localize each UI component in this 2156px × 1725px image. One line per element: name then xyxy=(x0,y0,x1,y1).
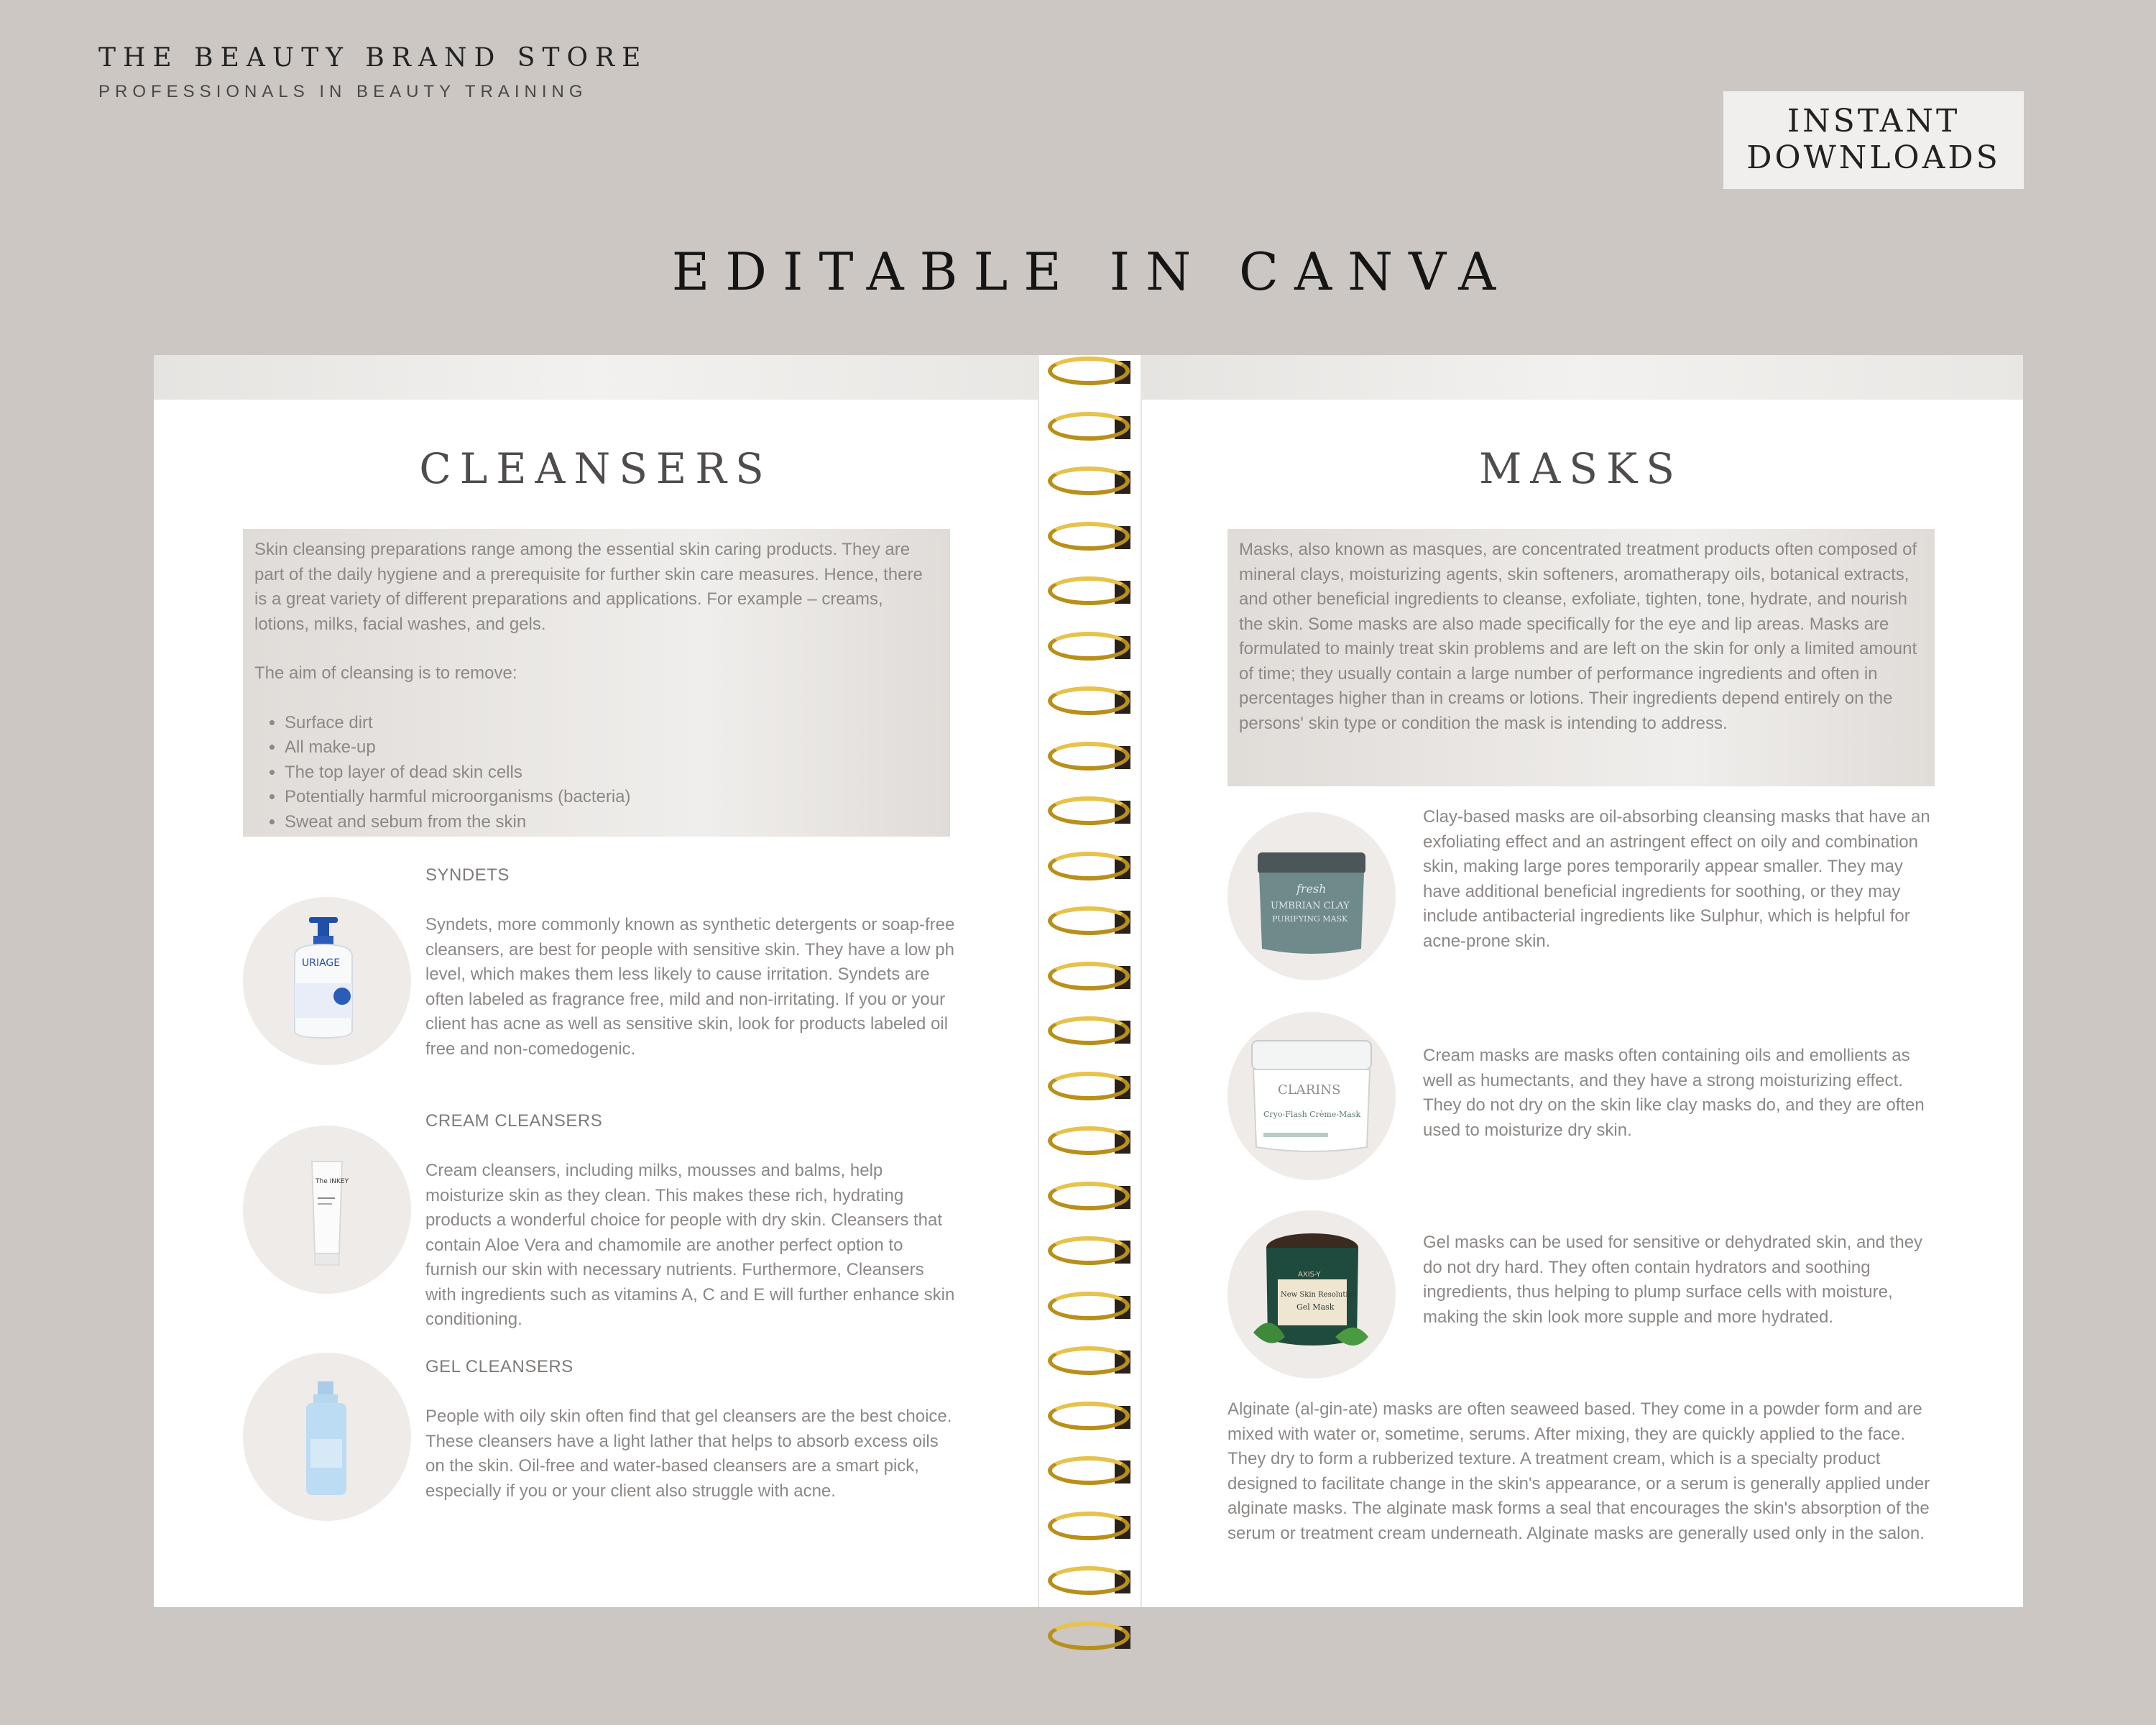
cleansers-intro-box xyxy=(243,529,950,837)
product-name-label: UMBRIAN CLAY xyxy=(1271,901,1350,911)
cream-jar-icon xyxy=(1227,1012,1396,1180)
cream-cleanser-product-image xyxy=(243,1126,411,1294)
product-label: The INKEY xyxy=(315,1178,349,1185)
brand-title: THE BEAUTY BRAND STORE xyxy=(98,43,648,73)
spiral-ring xyxy=(1048,356,1130,385)
product-brand-label: AXIS-Y xyxy=(1298,1271,1321,1279)
masks-intro-box xyxy=(1227,529,1935,786)
spiral-ring xyxy=(1048,686,1130,715)
cleansers-title: CLEANSERS xyxy=(419,444,773,493)
spiral-ring xyxy=(1048,1622,1130,1650)
gel-mask-jar-icon xyxy=(1227,1210,1396,1379)
cleansers-intro-text: Skin cleansing preparations range among the essential skin caring products. They are part of the daily hygiene and a prerequisite for further skin care measures. Hence, there is a great variety of different preparations and applications. For example – creams, lotions, milks, facial washes, and gels. xyxy=(254,540,923,634)
badge-line-2: DOWNLOADS xyxy=(1746,139,2001,176)
bullet-item: • Surface dirt xyxy=(285,711,939,736)
instant-downloads-badge xyxy=(1723,91,2024,189)
gel-bottle-icon xyxy=(243,1353,411,1521)
gel-cleansers-text: People with oily skin often find that gel cleansers are the best choice. These cleansers have a light lather that helps to absorb excess oils on the skin. Oil-free and water-based cleansers are a smart pick, especially if you or your client also struggle with acne. xyxy=(425,1407,952,1501)
spiral-ring xyxy=(1048,466,1130,495)
product-name-label: Cryo-Flash Crème-Mask xyxy=(1263,1110,1361,1119)
bullet-item: • Sweat and sebum from the skin xyxy=(285,810,939,835)
spiral-ring xyxy=(1048,1566,1130,1595)
gel-mask-text: Gel masks can be used for sensitive or dehydrated skin, and they do not dry hard. They often contain hydrators and soothing ingredients, thus helping to plump surface cells with moisture, making the skin look more supple and more hydrated. xyxy=(1423,1233,1923,1327)
spiral-ring xyxy=(1048,742,1130,770)
cream-cleansers-heading: CREAM CLEANSERS xyxy=(425,1111,603,1131)
product-brand-label: fresh xyxy=(1296,882,1327,896)
spiral-ring xyxy=(1048,412,1130,441)
clay-mask-product-image xyxy=(1227,812,1396,980)
bullet-item: • The top layer of dead skin cells xyxy=(285,760,939,786)
page-header-band xyxy=(154,355,1038,400)
spiral-ring xyxy=(1048,1456,1130,1485)
spiral-ring xyxy=(1048,1126,1130,1155)
cream-cleansers-text: Cream cleansers, including milks, mousses and balms, help moisturize skin as they clean. This makes these rich, hydrating products a wonderful choice for people with dry skin. Cleansers that contain Aloe Vera and chamomile are another perfect option to furnish our skin with necessary nutrients. Furthermore, Cleansers with ingredients such as vitamins A, C and E will further enhance skin conditioning. xyxy=(425,1161,955,1329)
spiral-ring xyxy=(1048,1512,1130,1540)
badge-line-1: INSTANT xyxy=(1787,103,1961,140)
brand-subtitle: PROFESSIONALS IN BEAUTY TRAINING xyxy=(98,82,588,101)
spiral-ring xyxy=(1048,1292,1130,1320)
headline: EDITABLE IN CANVA xyxy=(671,242,1512,302)
syndets-heading: SYNDETS xyxy=(425,865,510,885)
bullet-item: • Potentially harmful microorganisms (bacteria) xyxy=(285,785,939,810)
product-name-label: New Skin Resolution xyxy=(1281,1291,1358,1299)
spiral-ring xyxy=(1048,1402,1130,1430)
spiral-ring xyxy=(1048,852,1130,880)
masks-intro-text: Masks, also known as masques, are concentrated treatment products often composed of mineral clays, moisturizing agents, skin softeners, aromatherapy oils, botanical extracts, and other beneficial ingredients to cleanse, exfoliate, tighten, tone, hydrate, and nourish the skin. Some masks are also made specifically for the eye and lip areas. Masks are formulated to mainly treat skin problems and are left on the skin for only a limited amount of time; they usually contain a large number of performance ingredients and often in percentages higher than in creams or lotions. Their ingredients depend entirely on the persons' skin type or condition the mask is intending to address. xyxy=(1239,540,1917,733)
gel-cleanser-product-image xyxy=(243,1353,411,1521)
spiral-ring xyxy=(1048,962,1130,990)
bullet-item: • All make-up xyxy=(285,735,939,760)
product-sub-label: PURIFYING MASK xyxy=(1272,914,1348,924)
spiral-ring xyxy=(1048,1346,1130,1375)
product-sub-label: Gel Mask xyxy=(1296,1302,1335,1312)
clay-jar-icon xyxy=(1227,812,1396,980)
spiral-ring xyxy=(1048,1016,1130,1045)
syndets-product-image xyxy=(243,897,411,1065)
product-brand-label: CLARINS xyxy=(1278,1082,1341,1098)
gel-mask-product-image xyxy=(1227,1210,1396,1379)
cream-mask-product-image xyxy=(1227,1012,1396,1180)
gel-cleansers-heading: GEL CLEANSERS xyxy=(425,1357,573,1376)
spiral-ring xyxy=(1048,632,1130,661)
spiral-ring xyxy=(1048,1072,1130,1100)
clay-mask-text: Clay-based masks are oil-absorbing cleansing masks that have an exfoliating effect and an astringent effect on oily and combination skin, making large pores temporarily appear smaller. They may have additional beneficial ingredients for soothing, or they may include antibacterial ingredients like Sulphur, which is helpful for acne-prone skin. xyxy=(1423,807,1930,951)
spiral-ring xyxy=(1048,906,1130,935)
syndets-text: Syndets, more commonly known as synthetic detergents or soap-free cleansers, are best for people with sensitive skin. They have a low ph level, which makes them less likely to cause irritation. Syndets are often labeled as fragrance free, mild and non-irritating. If you or your client has acne as well as sensitive skin, look for products labeled oil free and non-comedogenic. xyxy=(425,915,955,1059)
alginate-mask-text: Alginate (al-gin-ate) masks are often seaweed based. They come in a powder form and are mixed with water or, sometime, serums. After mixing, they are quickly applied to the face. They dry to form a rubberized texture. A treatment cream, which is a specialty product designed to facilitate change in the skin's appearance, or a serum is generally applied under alginate masks. The alginate mask forms a seal that encourages the skin's absorption of the serum or treatment cream underneath. Alginate masks are generally used only in the salon. xyxy=(1227,1399,1930,1543)
tube-icon xyxy=(243,1126,411,1294)
cleansers-bullet-list xyxy=(254,711,939,835)
spiral-ring xyxy=(1048,522,1130,551)
masks-title: MASKS xyxy=(1478,444,1684,493)
spiral-ring xyxy=(1048,796,1130,825)
page-header-band xyxy=(1139,355,2023,400)
cream-mask-text: Cream masks are masks often containing oils and emollients as well as humectants, and they have a strong moisturizing effect. They do not dry on the skin like clay masks do, and they are often used to moisturize dry skin. xyxy=(1423,1046,1925,1140)
cleansers-aim-text: The aim of cleansing is to remove: xyxy=(254,663,517,683)
spiral-ring xyxy=(1048,1236,1130,1265)
pump-bottle-icon xyxy=(243,897,411,1065)
product-label: URIAGE xyxy=(302,957,341,969)
spiral-ring xyxy=(1048,1182,1130,1210)
spiral-ring xyxy=(1048,576,1130,605)
